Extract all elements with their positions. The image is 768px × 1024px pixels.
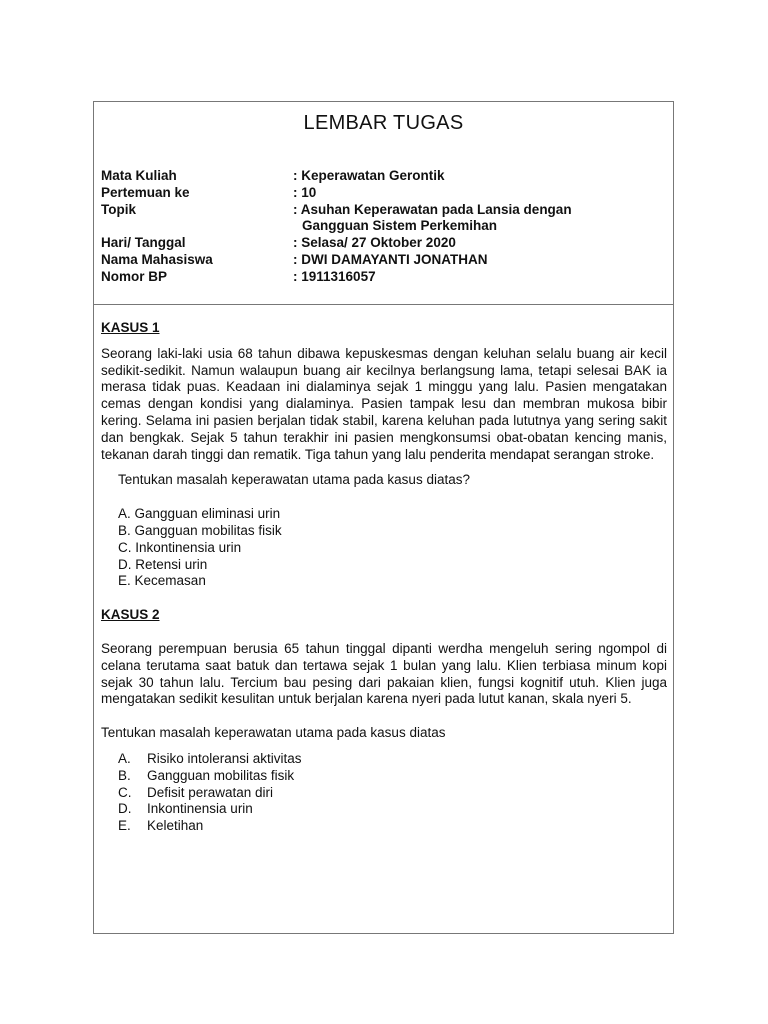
option-item: [118, 523, 667, 540]
option-text: Gangguan mobilitas fisik: [134, 522, 282, 538]
info-row-student-name: [101, 252, 661, 269]
kasus-1-question: Tentukan masalah keperawatan utama pada kasus diatas?: [118, 472, 470, 488]
option-text: Kecemasan: [134, 573, 206, 589]
info-row-topic: [101, 202, 661, 219]
info-value: : Keperawatan Gerontik: [293, 168, 445, 183]
option-letter: B.: [118, 522, 131, 538]
option-text: Inkontinensia urin: [135, 539, 242, 555]
info-label: Hari/ Tanggal: [101, 235, 186, 251]
info-row-student-id: [101, 269, 661, 286]
option-letter: C.: [118, 539, 132, 555]
option-text: Gangguan mobilitas fisik: [147, 767, 295, 783]
option-letter: A.: [118, 506, 131, 522]
kasus-1-options: [118, 506, 667, 590]
option-item: [118, 768, 667, 785]
option-letter: E.: [118, 573, 131, 589]
option-item: [118, 557, 667, 574]
option-item: [118, 785, 667, 802]
info-label: Pertemuan ke: [101, 184, 190, 200]
option-text: Retensi urin: [135, 556, 208, 572]
info-value: : Selasa/ 27 Oktober 2020: [293, 235, 456, 251]
option-item: [118, 801, 667, 818]
case-content: [101, 320, 667, 835]
kasus-2-heading: KASUS 2: [101, 607, 160, 623]
info-row-course: [101, 168, 661, 185]
info-value: : DWI DAMAYANTI JONATHAN: [293, 251, 488, 267]
kasus-1-text: Seorang laki-laki usia 68 tahun dibawa kepuskesmas dengan keluhan selalu buang air kecil sedikit-sedikit. Namun walaupun buang air kecilnya berlangsung lama, tetapi selesai BAK ia merasa tidak puas. Keadaan ini dialaminya sejak 1 minggu yang lalu. Pasien mengatakan cemas dengan kondisi yang dialaminya. Pasien tampak lesu dan membran mukosa bibir kering. Selama ini pasien berjalan tidak stabil, karena keluhan pada lututnya yang sering sakit dan bengkak. Sejak 5 tahun terakhir ini pasien mengkonsumsi obat-obatan kencing manis, tekanan darah tinggi dan rematik. Tiga tahun yang lalu penderita mendapat serangan stroke.: [101, 345, 667, 462]
option-item: [118, 506, 667, 523]
info-label: Nomor BP: [101, 268, 168, 284]
info-label: Nama Mahasiswa: [101, 251, 213, 267]
option-text: Inkontinensia urin: [147, 801, 253, 817]
option-letter: B.: [118, 767, 131, 783]
info-label: Mata Kuliah: [101, 168, 177, 183]
page-title: LEMBAR TUGAS: [303, 112, 464, 134]
info-row-meeting: [101, 185, 661, 202]
kasus-2-options: [118, 751, 667, 835]
option-letter: A.: [118, 750, 131, 766]
option-item: [118, 540, 667, 557]
option-item: [118, 818, 667, 835]
option-text: Risiko intoleransi aktivitas: [147, 750, 302, 766]
info-label: Topik: [101, 201, 136, 217]
info-row-topic-cont: [101, 218, 661, 235]
option-letter: E.: [118, 818, 131, 834]
option-text: Keletihan: [147, 818, 204, 834]
assignment-sheet: [93, 101, 674, 934]
option-letter: C.: [118, 784, 132, 800]
kasus-2-text: Seorang perempuan berusia 65 tahun tinggal dipanti werdha mengeluh sering ngompol di celana terutama saat batuk dan tertawa sejak 1 bulan yang lalu. Klien terbiasa minum kopi sejak 30 tahun lalu. Tercium bau pesing dari pakaian klien, fungsi kognitif utuh. Klien juga mengatakan sedikit kesulitan untuk berjalan karena nyeri pada lutut kanan, skala nyeri 5.: [101, 640, 667, 707]
option-letter: D.: [118, 556, 132, 572]
option-text: Gangguan eliminasi urin: [134, 506, 281, 522]
course-info: [101, 168, 661, 286]
info-label: [101, 218, 293, 235]
info-value: : 1911316057: [293, 268, 376, 284]
info-value: : Asuhan Keperawatan pada Lansia dengan: [293, 201, 572, 217]
kasus-2-question: Tentukan masalah keperawatan utama pada kasus diatas: [101, 725, 446, 741]
option-item: [118, 751, 667, 768]
info-value: Gangguan Sistem Perkemihan: [302, 218, 498, 234]
info-row-date: [101, 235, 661, 252]
option-text: Defisit perawatan diri: [147, 784, 274, 800]
info-value: : 10: [293, 184, 317, 200]
option-item: [118, 573, 667, 590]
kasus-1-heading: KASUS 1: [101, 320, 160, 335]
section-divider: [94, 304, 673, 305]
option-letter: D.: [118, 801, 132, 817]
